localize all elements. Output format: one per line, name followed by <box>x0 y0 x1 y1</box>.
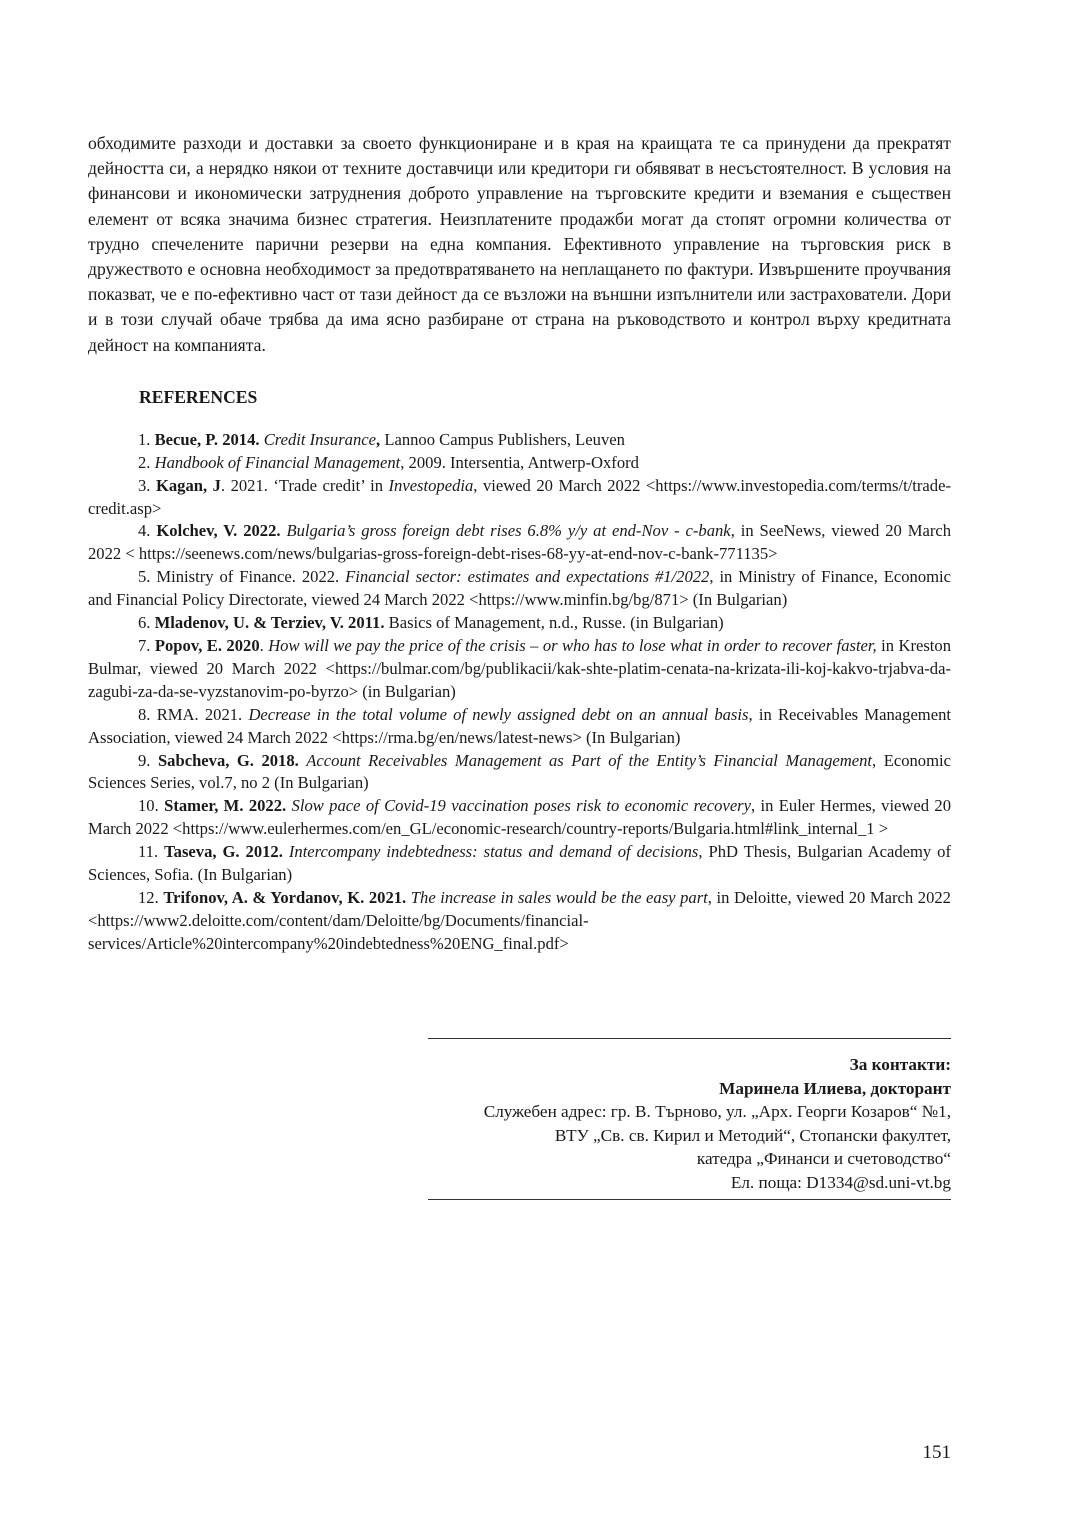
reference-item: 3. Kagan, J. 2021. ‘Trade credit’ in Investopedia, viewed 20 March 2022 <https://www.investopedia.com/terms/t/trade-credit.asp> <box>88 475 951 518</box>
references-heading: REFERENCES <box>139 386 258 407</box>
reference-item: 10. Stamer, M. 2022. Slow pace of Covid-19 vaccination poses risk to economic recovery, in Euler Hermes, viewed 20 March 2022 <https://www.eulerhermes.com/en_GL/economic-research/country-reports/Bulgaria.html#link_internal_1 > <box>88 796 952 839</box>
contact-address-line: ВТУ „Св. св. Кирил и Методий“, Стопански факултет, <box>554 1125 951 1145</box>
reference-item: 2. Handbook of Financial Management, 2009. Intersentia, Antwerp-Oxford <box>138 452 639 472</box>
contact-bottom-rule <box>428 1199 951 1200</box>
page-number: 151 <box>922 1442 951 1463</box>
contact-block <box>428 1038 951 1200</box>
references-list <box>88 429 951 956</box>
reference-item: 1. Becue, P. 2014. Credit Insurance, Lannoo Campus Publishers, Leuven <box>138 429 625 449</box>
reference-item: 9. Sabcheva, G. 2018. Account Receivables Management as Part of the Entity’s Financial Management, Economic Sciences Series, vol.7, no 2 (In Bulgarian) <box>88 750 951 793</box>
contact-heading: За контакти: <box>849 1055 951 1074</box>
reference-item: 7. Popov, E. 2020. How will we pay the price of the crisis – or who has to lose what in order to recover faster, in Kreston Bulmar, viewed 20 March 2022 <https://bulmar.com/bg/publikacii/kak-shte-platim-cenata-na-krizata-ili-koj-kakvo-trjabva-da-zagubi-za-da-se-vyzstanovim-po-byrzo> (in Bulgarian) <box>88 635 951 701</box>
contact-name: Маринела Илиева, докторант <box>719 1078 951 1098</box>
contact-address-line: катедра „Финанси и счетоводство“ <box>696 1149 951 1169</box>
page-content <box>88 131 951 956</box>
contact-details <box>428 1039 951 1199</box>
body-paragraph: обходимите разходи и доставки за своето функциониране и в края на краищата те са принудени да прекратят дейността си, а нерядко някои от техните доставчици или кредитори ги обявяват в несъстоятелност. В условия на финансови и икономически затруднения доброто управление на търговските кредити и вземания е съществен елемент от всяка значима бизнес стратегия. Неизплатените продажби могат да стопят огромни количества от трудно спечелените парични резерви на една компания. Ефективното управление на търговския риск в дружеството е основна необходимост за предотвратяването на неплащането по фактури. Извършените проучвания показват, че е по-ефективно част от тази дейност да се възложи на външни изпълнители или застрахователи. Дори и в този случай обаче трябва да има ясно разбиране от страна на ръководството и контрол върху кредитната дейност на компанията. <box>88 133 951 355</box>
contact-email: Ел. поща: D1334@sd.uni-vt.bg <box>730 1172 951 1192</box>
reference-item: 5. Ministry of Finance. 2022. Financial sector: estimates and expectations #1/2022, in Ministry of Finance, Economic and Financial Policy Directorate, viewed 24 March 2022 <https://www.minfin.bg/bg/871> (In Bulgarian) <box>88 567 952 610</box>
reference-item: 8. RMA. 2021. Decrease in the total volume of newly assigned debt on an annual basis, in Receivables Management Association, viewed 24 March 2022 <https://rma.bg/en/news/latest-news> (In Bulgarian) <box>88 704 951 747</box>
reference-item: 4. Kolchev, V. 2022. Bulgaria’s gross foreign debt rises 6.8% y/y at end-Nov - c-bank, in SeeNews, viewed 20 March 2022 < https://seenews.com/news/bulgarias-gross-foreign-debt-rises-68-yy-at-end-nov-c-bank-771135> <box>88 521 952 564</box>
reference-item: 11. Taseva, G. 2012. Intercompany indebtedness: status and demand of decisions, PhD Thesis, Bulgarian Academy of Sciences, Sofia. (In Bulgarian) <box>88 842 951 885</box>
contact-address-line: Служебен адрес: гр. В. Търново, ул. „Арх. Георги Козаров“ №1, <box>483 1102 951 1122</box>
reference-item: 12. Trifonov, A. & Yordanov, K. 2021. The increase in sales would be the easy part, in Deloitte, viewed 20 March 2022 <https://www2.deloitte.com/content/dam/Deloitte/bg/Documents/financial-services/Article%20intercompany%20indebtedness%20ENG_final.pdf> <box>88 887 951 953</box>
reference-item: 6. Mladenov, U. & Terziev, V. 2011. Basics of Management, n.d., Russe. (in Bulgarian) <box>138 613 724 633</box>
